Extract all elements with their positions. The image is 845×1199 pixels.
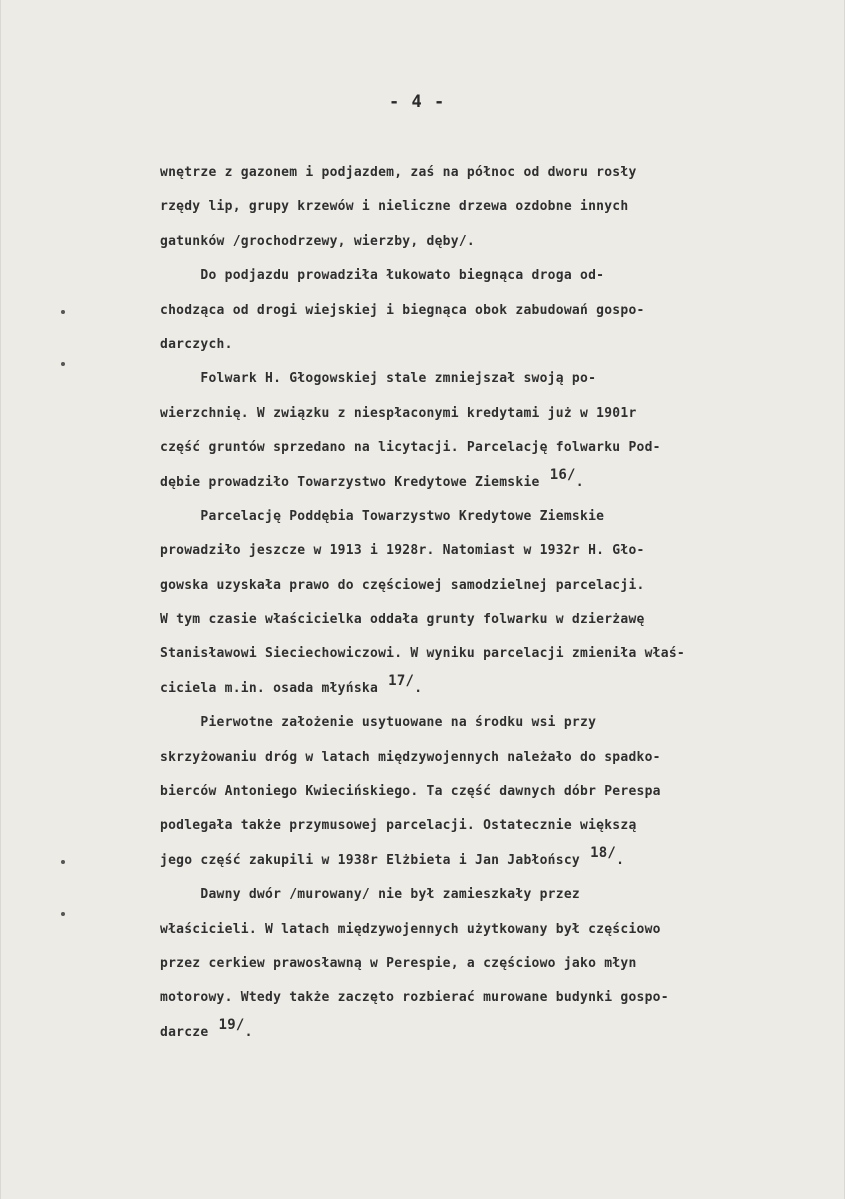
line-text: wierzchnię. W związku z niespłaconymi kredytami już w 1901r [160, 405, 637, 421]
text-line [160, 741, 820, 775]
text-line [160, 775, 820, 809]
line-text: Stanisławowi Sieciechowiczowi. W wyniku parcelacji zmieniła właś- [160, 646, 685, 662]
line-text: jego część zakupili w 1938r Elżbieta i Jan Jabłońscy [160, 852, 589, 868]
text-line [160, 294, 820, 328]
line-text: chodząca od drogi wiejskiej i biegnąca obok zabudowań gospo- [160, 302, 645, 318]
footnote-ref: 19/ [218, 1016, 245, 1033]
text-line [160, 981, 820, 1015]
line-text: dębie prowadziło Towarzystwo Kredytowe Ziemskie [160, 474, 548, 490]
text-line [160, 603, 820, 637]
line-text: motorowy. Wtedy także zaczęto rozbierać murowane budynki gospo- [160, 990, 669, 1006]
line-text: przez cerkiew prawosławną w Perespie, a częściowo jako młyn [160, 955, 637, 971]
line-text: bierców Antoniego Kwiecińskiego. Ta część dawnych dóbr Perespa [160, 784, 661, 800]
line-text: gatunków /grochodrzewy, wierzby, dęby/. [160, 233, 475, 249]
line-text: darcze [160, 1024, 217, 1040]
punch-hole-mark [61, 912, 65, 916]
footnote-ref: 18/ [590, 844, 617, 861]
text-line [160, 466, 820, 500]
text-line [160, 190, 820, 224]
line-text: darczych. [160, 336, 233, 352]
text-line [160, 947, 820, 981]
text-line [160, 844, 820, 878]
footnote-ref: 17/ [388, 672, 415, 689]
punch-hole-mark [61, 310, 65, 314]
text-line [160, 1016, 820, 1050]
text-line [160, 156, 820, 190]
text-line [160, 259, 820, 293]
footnote-ref: 16/ [549, 466, 576, 483]
text-line [160, 397, 820, 431]
text-line [160, 362, 820, 396]
text-line [160, 672, 820, 706]
page-number: - 4 - [389, 92, 446, 112]
line-text: prowadziło jeszcze w 1913 i 1928r. Natomiast w 1932r H. Gło- [160, 543, 645, 559]
text-line [160, 913, 820, 947]
line-text: rzędy lip, grupy krzewów i nieliczne drzewa ozdobne innych [160, 199, 629, 215]
line-text: gowska uzyskała prawo do częściowej samodzielnej parcelacji. [160, 577, 645, 593]
text-line [160, 328, 820, 362]
punch-hole-mark [61, 362, 65, 366]
line-trailing-punct: . [414, 680, 423, 696]
body-text [160, 156, 820, 1050]
text-line [160, 637, 820, 671]
text-line [160, 431, 820, 465]
line-text: W tym czasie właścicielka oddała grunty folwarku w dzierżawę [160, 612, 645, 628]
text-line [160, 225, 820, 259]
text-line [160, 500, 820, 534]
line-text: wnętrze z gazonem i podjazdem, zaś na północ od dworu rosły [160, 165, 637, 180]
line-text: Pierwotne założenie usytuowane na środku wsi przy [160, 715, 597, 731]
line-text: ciciela m.in. osada młyńska [160, 680, 387, 696]
line-trailing-punct: . [575, 474, 584, 490]
text-line [160, 878, 820, 912]
punch-hole-mark [61, 860, 65, 864]
text-line [160, 569, 820, 603]
line-trailing-punct: . [616, 852, 625, 868]
line-trailing-punct: . [244, 1024, 253, 1040]
line-text: Do podjazdu prowadziła łukowato biegnąca droga od- [160, 268, 605, 284]
line-text: Parcelację Poddębia Towarzystwo Kredytowe Ziemskie [160, 508, 605, 524]
line-text: część gruntów sprzedano na licytacji. Parcelację folwarku Pod- [160, 440, 661, 456]
text-line [160, 534, 820, 568]
line-text: skrzyżowaniu dróg w latach międzywojennych należało do spadko- [160, 749, 661, 765]
text-line [160, 809, 820, 843]
line-text: Folwark H. Głogowskiej stale zmniejszał swoją po- [160, 371, 597, 387]
line-text: podlegała także przymusowej parcelacji. Ostatecznie większą [160, 818, 637, 834]
line-text: Dawny dwór /murowany/ nie był zamieszkały przez [160, 887, 580, 903]
line-text: właścicieli. W latach międzywojennych użytkowany był częściowo [160, 921, 661, 937]
text-line [160, 706, 820, 740]
